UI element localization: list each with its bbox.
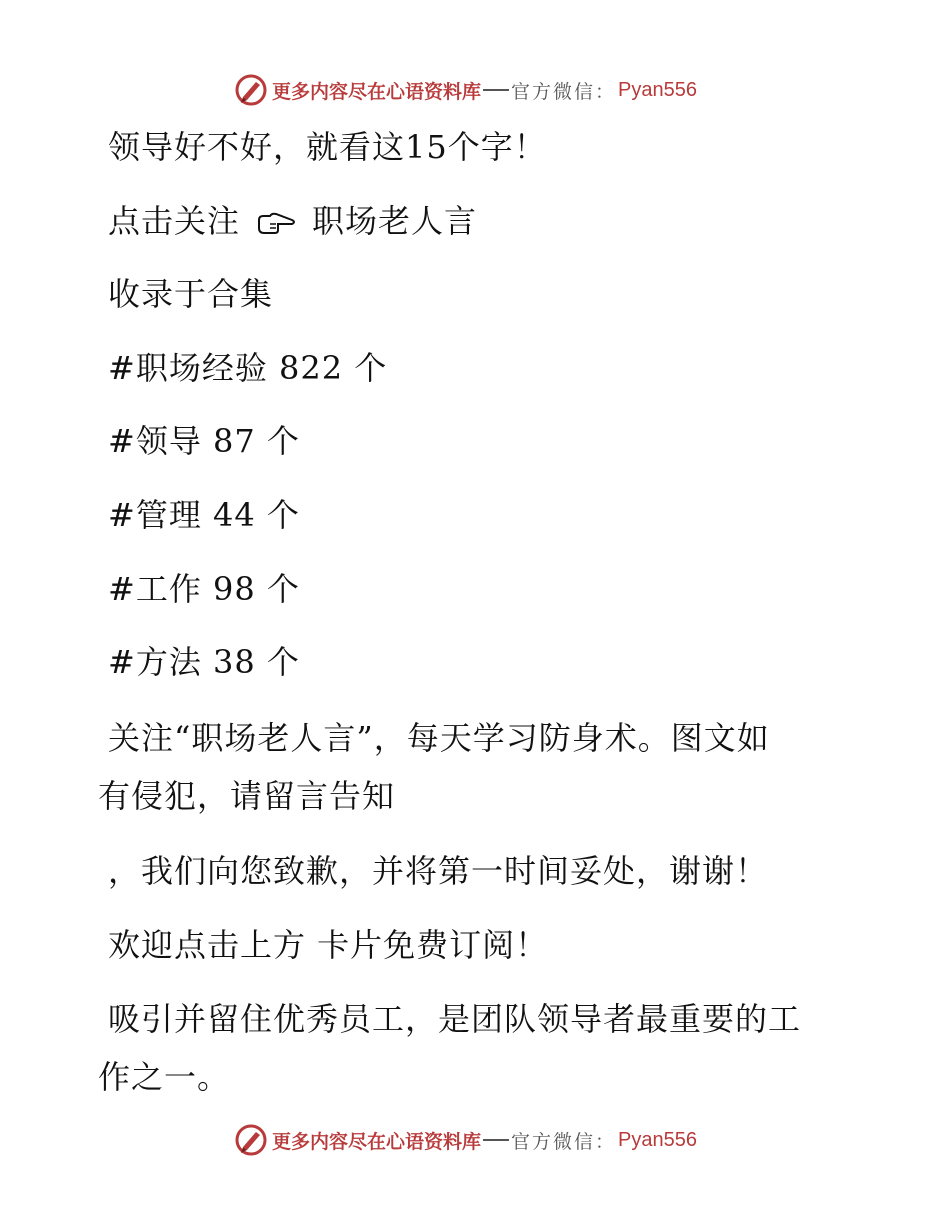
tag-item[interactable]: #职场经验 822 个	[108, 349, 388, 387]
banner-dash-divider	[483, 89, 509, 91]
banner-site-text: 更多内容尽在心语资料库	[272, 80, 482, 103]
collection-label: 收录于合集	[108, 275, 274, 313]
follow-account-link[interactable]: 职场老人言	[312, 202, 478, 240]
notice-text-line: ，我们向您致歉，并将第一时间妥处，谢谢！	[108, 852, 769, 890]
pen-circle-logo-icon	[234, 73, 268, 107]
pointing-hand-icon	[256, 212, 298, 236]
banner-wechat-id: Pyan556	[618, 1128, 697, 1151]
banner-wechat-id: Pyan556	[618, 78, 697, 101]
tag-item[interactable]: #工作 98 个	[108, 570, 300, 608]
banner-official-label: 官方微信：	[511, 80, 617, 103]
follow-line	[108, 201, 477, 241]
notice-text-line: 有侵犯，请留言告知	[98, 777, 396, 815]
footer-watermark-banner	[234, 1122, 697, 1158]
tag-item[interactable]: #领导 87 个	[108, 422, 300, 460]
follow-prefix: 点击关注	[108, 202, 241, 240]
subscribe-text: 欢迎点击上方 卡片免费订阅！	[108, 926, 549, 964]
tag-item[interactable]: #管理 44 个	[108, 496, 300, 534]
header-watermark-banner	[234, 72, 697, 108]
banner-site-text: 更多内容尽在心语资料库	[272, 1130, 482, 1153]
body-paragraph-line: 吸引并留住优秀员工，是团队领导者最重要的工	[108, 1000, 802, 1038]
pen-circle-logo-icon	[234, 1123, 268, 1157]
body-paragraph-line: 作之一。	[98, 1058, 231, 1096]
notice-text-line: 关注“职场老人言”，每天学习防身术。图文如	[108, 719, 770, 757]
banner-dash-divider	[483, 1139, 509, 1141]
banner-official-label: 官方微信：	[511, 1130, 617, 1153]
article-title: 领导好不好，就看这15个字！	[108, 128, 547, 166]
tag-item[interactable]: #方法 38 个	[108, 643, 300, 681]
